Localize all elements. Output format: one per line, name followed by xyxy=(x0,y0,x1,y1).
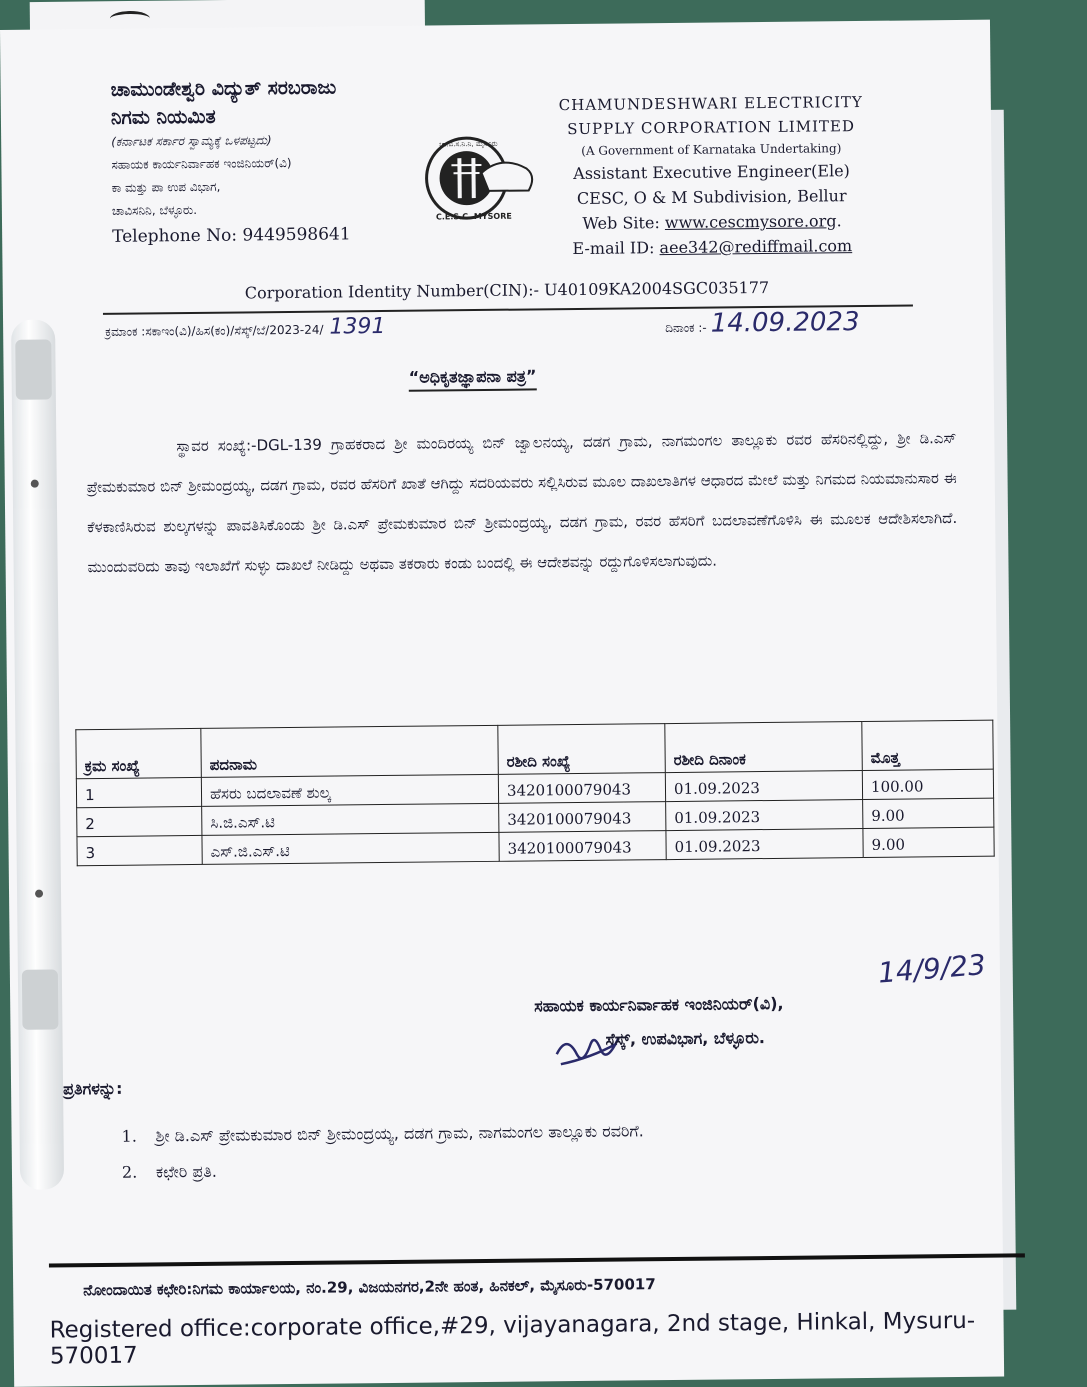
govt-undertaking-kn: (ಕರ್ನಾಟಕ ಸರ್ಕಾರ ಸ್ವಾಮ್ಯಕ್ಕೆ ಒಳಪಟ್ಟದು) xyxy=(111,133,272,149)
binder-hole xyxy=(35,890,43,898)
signatory-office: ಸೆಸ್ಕ್, ಉಪವಿಭಾಗ, ಬೆಳ್ಳೂರು. xyxy=(605,1028,766,1049)
website-end: . xyxy=(836,211,842,231)
footer-address-english: Registered office:corporate office,#29, vijayanagara, 2nd stage, Hinkal, Mysuru-570017 xyxy=(49,1307,976,1370)
signature-date-handwritten: 14/9/23 xyxy=(876,948,987,990)
cell-receipt-date: 01.09.2023 xyxy=(666,800,863,831)
signatory-designation: ಸಹಾಯಕ ಕಾರ್ಯನಿರ್ವಾಹಕ ಇಂಜಿನಿಯರ್(ವಿ), xyxy=(534,993,784,1016)
list-item-number: 2. xyxy=(121,1162,138,1182)
cin-number: Corporation Identity Number(CIN):- U40109KA2004SGC035177 xyxy=(244,277,770,303)
cell-receipt-no: 3420100079043 xyxy=(499,802,666,833)
email-line xyxy=(547,236,877,258)
cell-particulars: ಹೆಸರು ಬದಲಾವಣೆ ಶುಲ್ಕ xyxy=(201,774,498,806)
cell-amount: 9.00 xyxy=(863,827,994,857)
office-designation-kn: ಸಹಾಯಕ ಕಾರ್ಯನಿರ್ವಾಹಕ ಇಂಜಿನಿಯರ್(ವಿ) xyxy=(111,155,292,172)
subdivision-en: CESC, O & M Subdivision, Bellur xyxy=(576,186,847,208)
cell-amount: 9.00 xyxy=(863,798,994,828)
reference-handwritten: 1391 xyxy=(329,313,386,340)
logo-bottom-text: C.E.S.C. MYSORE xyxy=(435,211,512,222)
subdivision-kn: ಕಾ ಮತ್ತು ಪಾ ಉಪ ವಿಭಾಗ, xyxy=(111,179,221,195)
col-receipt-date: ರಶೀದಿ ದಿನಾಂಕ xyxy=(665,722,863,773)
letter-date xyxy=(665,307,860,339)
list-item-number: 1. xyxy=(121,1126,137,1146)
file-binder-strip xyxy=(11,319,64,1189)
cell-amount: 100.00 xyxy=(862,769,993,799)
cell-receipt-no: 3420100079043 xyxy=(498,773,665,804)
letter-title: “ಅಧಿಕೃತಜ್ಞಾಪನಾ ಪತ್ರ” xyxy=(409,366,537,391)
org-name-en-1: CHAMUNDESHWARI ELECTRICITY xyxy=(558,92,864,115)
binder-clip xyxy=(15,339,52,399)
binder-hole xyxy=(31,480,39,488)
cell-serial: 1 xyxy=(76,777,201,807)
website-label: Web Site: xyxy=(582,213,665,233)
cell-receipt-date: 01.09.2023 xyxy=(665,771,862,802)
email-link[interactable]: aee342@rediffmail.com xyxy=(659,236,853,258)
website-line xyxy=(547,211,877,233)
col-amount: ಮೊತ್ತ xyxy=(862,720,994,770)
email-label: E-mail ID: xyxy=(572,238,660,259)
letter-body: ಸ್ಥಾವರ ಸಂಖ್ಯೆ:-DGL-139 ಗ್ರಾಹಕರಾದ ಶ್ರೀ ಮಂದಿರಯ್ಯ ಬಿನ್ ಜ್ವಾಲನಯ್ಯ, ದಡಗ ಗ್ರಾಮ, ನಾಗಮಂಗಲ ತಾಲ್ಲೂಕು ರವರ ಹೆಸರಿನಲ್ಲಿದ್ದು, ಶ್ರೀ ಡಿ.ಎಸ್ ಪ್ರೇಮಕುಮಾರ ಬಿನ್ ಶ್ರೀಮಂದ್ರಯ್ಯ, ದಡಗ ಗ್ರಾಮ, ರವರ ಹೆಸರಿಗೆ ಖಾತೆ ಆಗಿದ್ದು ಸದರಿಯವರು ಸಲ್ಲಿಸಿರುವ ಮೂಲ ದಾಖಲಾತಿಗಳ ಆಧಾರದ ಮೇಲೆ ಮತ್ತು ನಿಗಮದ ನಿಯಮಾನುಸಾರ ಈ ಕೆಳಕಾಣಿಸಿರುವ ಶುಲ್ಕಗಳನ್ನು ಪಾವತಿಸಿಕೊಂಡು ಶ್ರೀ ಡಿ.ಎಸ್ ಪ್ರೇಮಕುಮಾರ ಬಿನ್ ಶ್ರೀಮಂದ್ರಯ್ಯ, ದಡಗ ಗ್ರಾಮ, ರವರ ಹೆಸರಿಗೆ ಬದಲಾವಣೆಗೊಳಿಸಿ ಈ ಮೂಲಕ ಆದೇಶಿಸಲಾಗಿದೆ. ಮುಂದುವರಿದು ತಾವು ಇಲಾಖೆಗೆ ಸುಳ್ಳು ದಾಖಲೆ ನೀಡಿದ್ದು ಅಥವಾ ತಕರಾರು ಕಂಡು ಬಂದಲ್ಲಿ ಈ ಆದೇಶವನ್ನು ರದ್ದುಗೊಳಿಸಲಾಗುವುದು. xyxy=(86,429,958,577)
binder-clip xyxy=(22,969,59,1029)
letterhead-english xyxy=(546,93,878,264)
letter-page xyxy=(0,20,1004,1387)
telephone: Telephone No: 9449598641 xyxy=(112,224,351,247)
list-item-text: ಶ್ರೀ ಡಿ.ಎಸ್ ಪ್ರೇಮಕುಮಾರ ಬಿನ್ ಶ್ರೀಮಂದ್ರಯ್ಯ, ದಡಗ ಗ್ರಾಮ, ನಾಗಮಂಗಲ ತಾಲ್ಲೂಕು ರವರಿಗೆ. xyxy=(155,1121,644,1146)
cell-receipt-no: 3420100079043 xyxy=(499,831,666,862)
col-serial: ಕ್ರಮ ಸಂಖ್ಯೆ xyxy=(76,728,202,778)
fee-table xyxy=(75,720,994,867)
office-designation-en: Assistant Executive Engineer(Ele) xyxy=(573,161,850,184)
list-item-text: ಕಛೇರಿ ಪ್ರತಿ. xyxy=(155,1161,218,1182)
cell-receipt-date: 01.09.2023 xyxy=(666,829,863,860)
cell-serial: 3 xyxy=(77,835,202,865)
reference-label: ಕ್ರಮಾಂಕ :ಸಕಾಇಂ(ವಿ)/ಹಿಸ(ಕಂ)/ಸೆಸ್ಕ್/ಬೆ/2023-24/ xyxy=(105,322,324,339)
logo-top-text: ಚಾ.ವಿ.ಸ.ನಿ.ನಿ, ಮೈಸೂರು xyxy=(439,139,498,149)
org-name-kn-1: ಚಾಮುಂಡೇಶ್ವರಿ ವಿದ್ಯುತ್ ಸರಬರಾಜು xyxy=(110,76,337,101)
govt-undertaking-en: (A Government of Karnataka Undertaking) xyxy=(581,141,842,158)
date-handwritten: 14.09.2023 xyxy=(710,307,860,339)
cell-serial: 2 xyxy=(77,806,202,836)
copies-list xyxy=(121,1110,962,1191)
org-name-kn-2: ನಿಗಮ ನಿಯಮಿತ xyxy=(110,105,216,129)
location-kn: ಚಾವಿಸನಿನಿ, ಬೆಳ್ಳೂರು. xyxy=(111,202,198,218)
cell-particulars: ಸಿ.ಜಿ.ಎಸ್.ಟಿ xyxy=(202,803,499,835)
website-link[interactable]: www.cescmysore.org xyxy=(664,211,837,233)
reference-number xyxy=(105,314,386,342)
org-name-en-2: SUPPLY CORPORATION LIMITED xyxy=(567,117,856,139)
cell-particulars: ಎಸ್.ಜಿ.ಎಸ್.ಟಿ xyxy=(202,832,499,864)
footer-address-kannada: ನೋಂದಾಯಿತ ಕಛೇರಿ:ನಿಗಮ ಕಾರ್ಯಾಲಯ, ನಂ.29, ವಿಜಯನಗರ,2ನೇ ಹಂತ, ಹಿನಕಲ್, ಮೈಸೂರು-570017 xyxy=(83,1275,656,1300)
cesc-logo xyxy=(421,132,542,223)
col-particulars: ಪದನಾಮ xyxy=(201,725,498,777)
date-label: ದಿನಾಂಕ :- xyxy=(665,320,707,336)
col-receipt-no: ರಶೀದಿ ಸಂಖ್ಯೆ xyxy=(498,724,666,775)
letterhead-kannada xyxy=(111,76,351,246)
ink-mark xyxy=(110,11,150,26)
footer-divider xyxy=(49,1253,1025,1267)
copies-heading: ಪ್ರತಿಗಳನ್ನು: xyxy=(62,1078,123,1099)
